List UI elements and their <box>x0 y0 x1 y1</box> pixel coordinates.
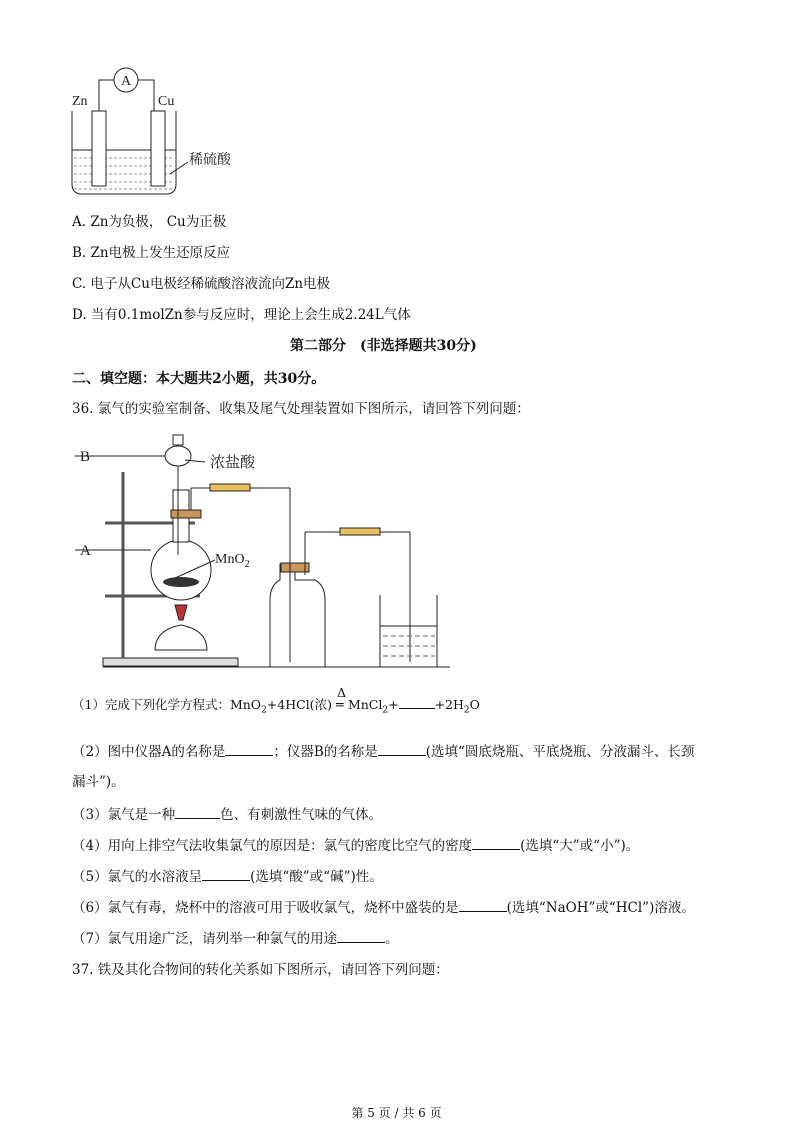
q36-part6: （6）氯气有毒，烧杯中的溶液可用于吸收氯气，烧杯中盛装的是 (选填“NaOH”或“HCl”)溶液。 <box>72 900 695 916</box>
answer-blank-2a[interactable] <box>225 743 273 756</box>
answer-blank-4[interactable] <box>472 837 520 850</box>
q37-stem: 37. 铁及其化合物间的转化关系如下图所示，请回答下列问题： <box>72 962 449 978</box>
answer-blank-5[interactable] <box>202 868 250 881</box>
q36-part3: （3）氯气是一种 色、有刺激性气味的气体。 <box>72 807 383 823</box>
q36-part7: （7）氯气用途广泛，请列举一种氯气的用途 。 <box>72 931 399 947</box>
ammeter-label: A <box>120 74 132 89</box>
answer-blank-3[interactable] <box>175 806 220 819</box>
part-two-title: 第二部分 (非选择题共30分) <box>290 338 477 354</box>
answer-blank-1[interactable] <box>399 696 435 709</box>
section-title: 二、填空题：本大题共2小题，共30分。 <box>72 371 326 387</box>
answer-blank-6[interactable] <box>459 899 507 912</box>
galvanic-cell-figure <box>66 66 256 201</box>
zn-label: Zn <box>72 94 88 109</box>
instrument-a-label: A <box>80 543 91 559</box>
conc-hcl-label: 浓盐酸 <box>210 455 256 471</box>
option-c: C. 电子从Cu电极经稀硫酸溶液流向Zn电极 <box>72 276 331 292</box>
mno2-label: MnO$_2$ <box>215 552 250 570</box>
q36-part5: （5）氯气的水溶液呈 (选填“酸”或“碱”)性。 <box>72 869 383 885</box>
q36-part2: （2）图中仪器A的名称是 ；仪器B的名称是 (选填“圆底烧瓶、平底烧瓶、分液漏斗、长颈 <box>72 744 695 760</box>
option-d: D. 当有0.1molZn参与反应时，理论上会生成2.24L气体 <box>72 307 411 323</box>
answer-blank-7[interactable] <box>337 930 385 943</box>
dilute-sulfuric-acid-label: 稀硫酸 <box>189 153 231 168</box>
option-b: B. Zn电极上发生还原反应 <box>72 245 231 261</box>
page-footer: 第 5 页 / 共 6 页 <box>351 1106 442 1120</box>
instrument-b-label: B <box>80 449 91 465</box>
q36-stem: 36. 氯气的实验室制备、收集及尾气处理装置如下图所示，请回答下列问题： <box>72 401 530 417</box>
cu-label: Cu <box>158 94 175 109</box>
q36-part4: （4）用向上排空气法收集氯气的原因是：氯气的密度比空气的密度 (选填“大”或“小”)。 <box>72 838 640 854</box>
answer-blank-2b[interactable] <box>378 743 426 756</box>
chlorine-apparatus-figure <box>75 430 455 672</box>
option-a: A. Zn为负极， Cu为正极 <box>72 214 227 230</box>
q36-part2-cont: 漏斗”)。 <box>72 774 125 790</box>
q36-part1: （1）完成下列化学方程式：MnO$_2$+4HCl(浓) Δ ═ MnCl$_2$+ $+2H_2O$ <box>72 685 480 716</box>
